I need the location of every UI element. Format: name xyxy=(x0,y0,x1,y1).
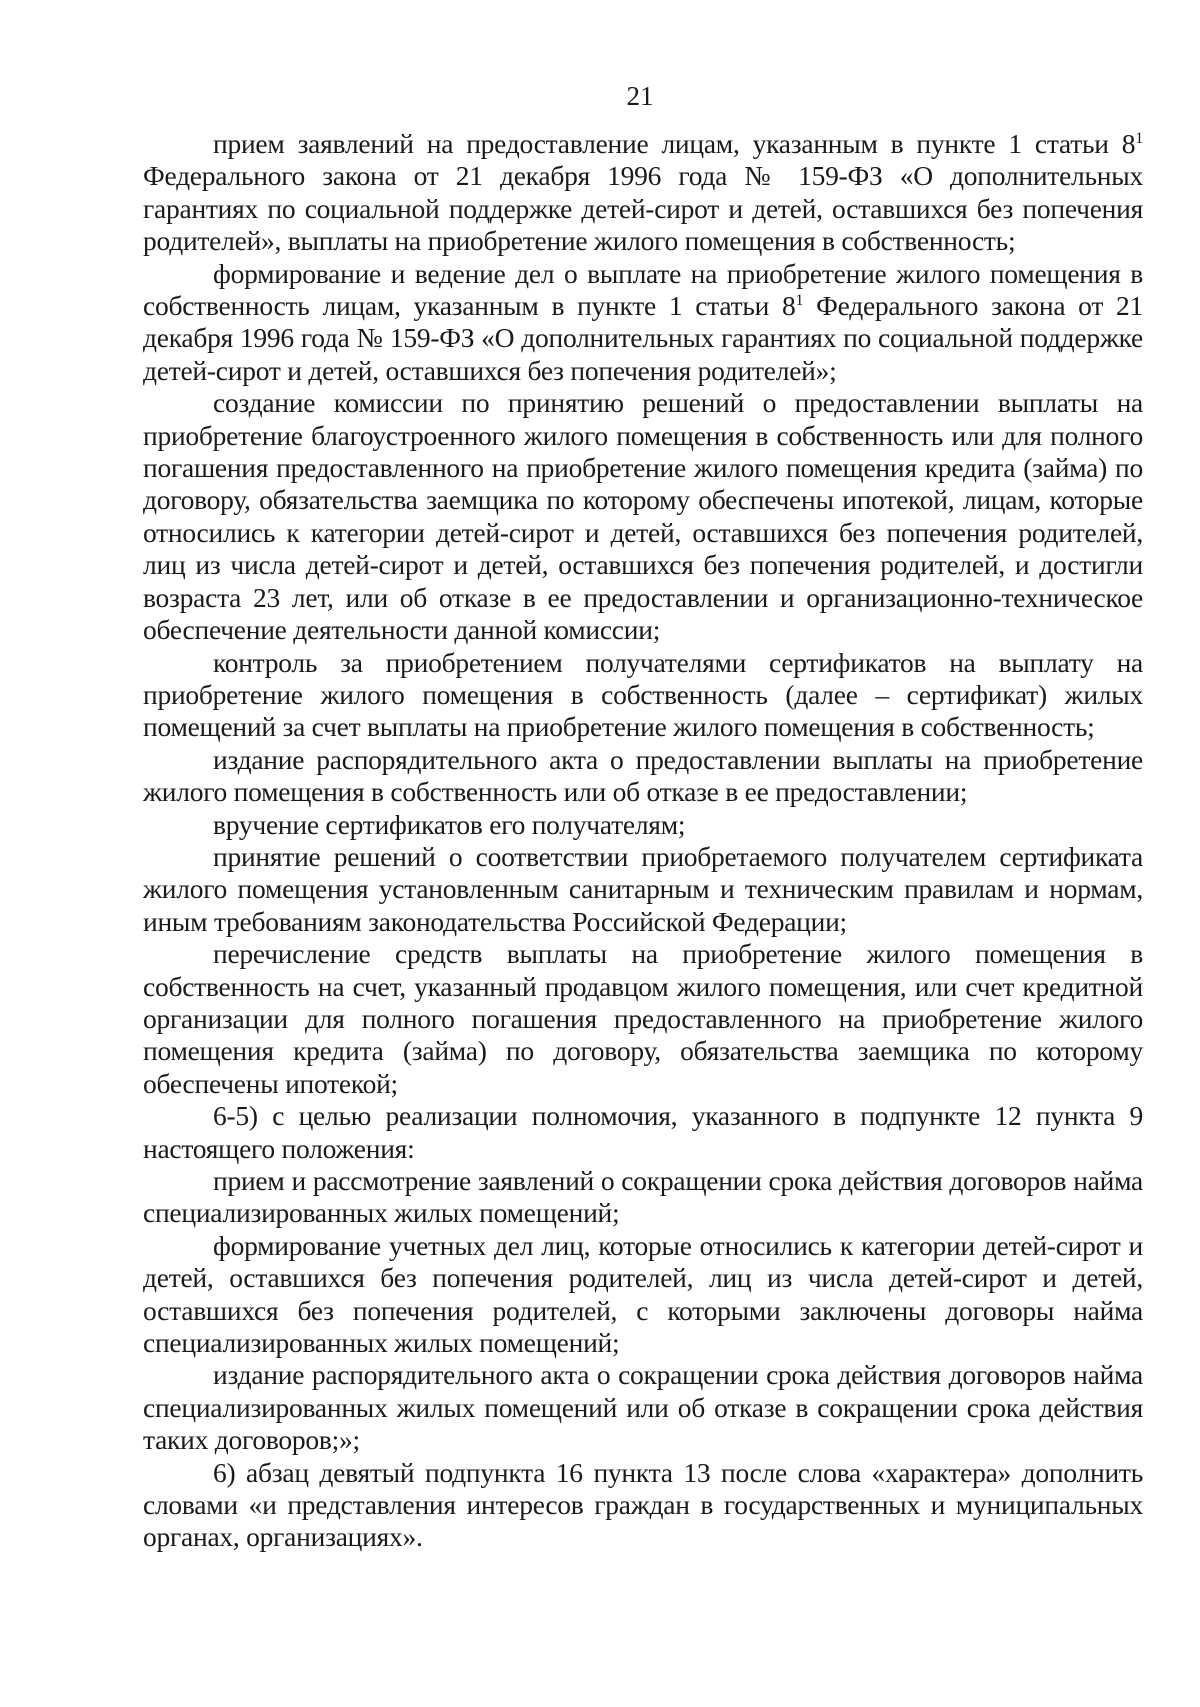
paragraph xyxy=(143,1165,1143,1230)
superscript: 1 xyxy=(795,292,804,310)
paragraph-text: вручение сертификатов его получателям; xyxy=(213,808,686,840)
paragraph xyxy=(143,258,1143,388)
superscript: 1 xyxy=(1135,130,1143,147)
paragraph xyxy=(143,744,1143,809)
paragraph xyxy=(143,938,1143,1100)
document-body xyxy=(143,128,1143,1554)
paragraph-text: издание распорядительного акта о сокращении срока действия договоров найма специализированных жилых помещений или об отказе в сокращении срока действия таких договоров;»; xyxy=(143,1359,1143,1456)
paragraph-text: перечисление средств выплаты на приобретение жилого помещения в собственность на счет, указанный продавцом жилого помещения, или счет кредитной организации для полного погашения предоставленного на приобретение жилого помещения кредита (займа) по договору, обязательства заемщика по которому обеспечены ипотекой; xyxy=(143,938,1143,1099)
paragraph-text: Федерального закона от 21 декабря 1996 года № 159-ФЗ «О дополнительных гарантиях по социальной поддержке детей-сирот и детей, оставшихся без попечения родителей»; xyxy=(143,290,1143,386)
paragraph-text: Федерального закона от 21 декабря 1996 года № 159-ФЗ «О дополнительных гарантиях по социальной поддержке детей-сирот и детей, оставшихся без попечения родителей», выплаты на приобретение жилого помещения в собственность; xyxy=(143,160,1143,257)
paragraph xyxy=(143,841,1143,938)
paragraph-text: 6) абзац девятый подпункта 16 пункта 13 после слова «характера» дополнить словами «и представления интересов граждан в государственных и муниципальных органах, организациях». xyxy=(143,1456,1143,1553)
paragraph xyxy=(143,647,1143,744)
paragraph-text: издание распорядительного акта о предоставлении выплаты на приобретение жилого помещения в собственность или об отказе в ее предоставлении; xyxy=(143,743,1143,808)
paragraph-text: прием заявлений на предоставление лицам, указанным в пункте 1 статьи 8 xyxy=(213,128,1136,159)
paragraph-text: 6-5) с целью реализации полномочия, указанного в подпункте 12 пункта 9 настоящего положения: xyxy=(143,1100,1143,1164)
paragraph xyxy=(143,387,1143,646)
paragraph-text: формирование учетных дел лиц, которые относились к категории детей-сирот и детей, оставшихся без попечения родителей, лиц из числа детей-сирот и детей, оставшихся без попечения родителей, с которыми заключены договоры найма специализированных жилых помещений; xyxy=(143,1229,1143,1359)
paragraph xyxy=(143,1457,1143,1554)
paragraph xyxy=(143,809,1143,841)
paragraph xyxy=(143,128,1143,258)
paragraph-text: контроль за приобретением получателями сертификатов на выплату на приобретение жилого помещения в собственность (далее – сертификат) жилых помещений за счет выплаты на приобретение жилого помещения в собственность; xyxy=(143,646,1143,743)
paragraph-text: прием и рассмотрение заявлений о сокращении срока действия договоров найма специализированных жилых помещений; xyxy=(143,1165,1143,1229)
paragraph-text: создание комиссии по принятию решений о предоставлении выплаты на приобретение благоустроенного жилого помещения в собственность или для полного погашения предоставленного на приобретение жилого помещения кредита (займа) по договору, обязательства заемщика по которому обеспечены ипотекой, лицам, которые относились к категории детей-сирот и детей, оставшихся без попечения родителей, лиц из числа детей-сирот и детей, оставшихся без попечения родителей, и достигли возраста 23 лет, или об отказе в ее предоставлении и организационно-техническое обеспечение деятельности данной комиссии; xyxy=(143,387,1143,646)
paragraph xyxy=(143,1100,1143,1165)
paragraph-text: принятие решений о соответствии приобретаемого получателем сертификата жилого помещения установленным санитарным и техническим правилам и нормам, иным требованиям законодательства Российской Федерации; xyxy=(143,840,1143,937)
page-number: 21 xyxy=(626,81,654,111)
paragraph-text: формирование и ведение дел о выплате на приобретение жилого помещения в собственность лицам, указанным в пункте 1 статьи 8 xyxy=(143,257,1143,322)
paragraph xyxy=(143,1359,1143,1456)
paragraph xyxy=(143,1230,1143,1360)
